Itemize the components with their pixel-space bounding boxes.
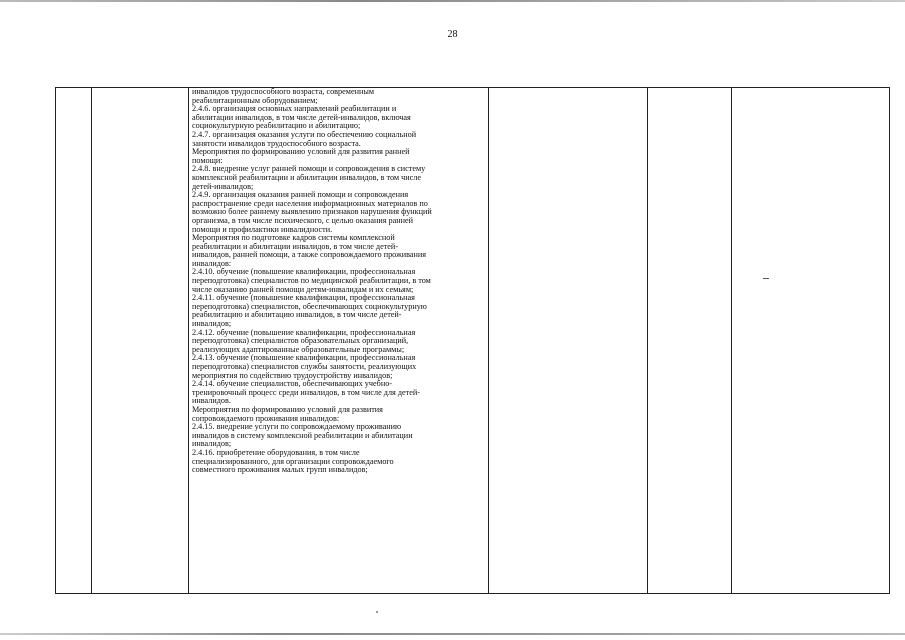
text-line: 2.4.11. обучение (повышение квалификации, профессиональная — [192, 293, 415, 303]
scan-edge-bottom — [0, 633, 905, 635]
cell-empty-5 — [648, 88, 732, 594]
text-line: 2.4.8. внедрение услуг ранней помощи и сопровождения в систему — [192, 164, 426, 174]
text-line: переподготовка) специалистов по медицинской реабилитации, в том — [192, 276, 431, 286]
text-line: 2.4.14. обучение специалистов, обеспечивающих учебно- — [192, 379, 393, 389]
text-line: инвалидов. — [192, 396, 231, 406]
text-line: помощи и профилактики инвалидности. — [192, 224, 333, 234]
cell-number — [56, 88, 92, 594]
text-line: занятости инвалидов трудоспособного возраста. — [192, 138, 361, 148]
text-line: числе оказанию ранней помощи детям-инвалидам и их семьям; — [192, 284, 414, 294]
page-number: 28 — [447, 29, 458, 40]
text-line: реализующих адаптированные образовательные программы; — [192, 344, 405, 354]
table-row — [56, 88, 890, 594]
document-table — [55, 87, 890, 594]
text-line: детей-инвалидов; — [192, 181, 254, 191]
text-line: Мероприятия по формированию условий для развития — [192, 404, 383, 414]
text-line: комплексной реабилитации и абилитации инвалидов, в том числе — [192, 172, 421, 182]
text-line: 2.4.6. организация основных направлений реабилитации и — [192, 104, 397, 114]
text-line: совместного проживания малых групп инвалидов; — [192, 465, 368, 475]
cell-empty-4 — [489, 88, 648, 594]
text-line: возможно более раннему выявлению признаков нарушения функций — [192, 207, 432, 217]
text-line: 2.4.12. обучение (повышение квалификации, профессиональная — [192, 327, 416, 337]
text-line: инвалидов; — [192, 439, 232, 449]
stray-mark — [763, 278, 769, 279]
text-line: реабилитационным оборудованием; — [192, 95, 318, 105]
text-line: инвалидов, ранней помощи, а также сопровождаемого проживания — [192, 250, 427, 260]
cell-measures — [189, 88, 489, 594]
scan-edge-top — [0, 0, 905, 2]
text-line: 2.4.10. обучение (повышение квалификации, профессиональная — [192, 267, 416, 277]
text-line: инвалидов; — [192, 319, 232, 329]
text-line: распространение среди населения информационных материалов по — [192, 198, 428, 208]
text-line: мероприятия по содействию трудоустройству инвалидов; — [192, 370, 393, 380]
text-line: 2.4.9. организация оказания ранней помощи и сопровождения — [192, 190, 409, 200]
text-line: организма, в том числе психического, с целью оказания ранней — [192, 215, 414, 225]
text-line: реабилитацию и абилитацию инвалидов, в том числе детей- — [192, 310, 402, 320]
text-line: переподготовка) специалистов службы занятости, реализующих — [192, 362, 417, 371]
text-line: 2.4.15. внедрение услуги по сопровождаемому проживанию — [192, 422, 402, 432]
text-line: 2.4.7. организация оказания услуги по обеспечению социальной — [192, 129, 417, 139]
text-line: сопровождаемого проживания инвалидов: — [192, 413, 340, 423]
text-line: 2.4.13. обучение (повышение квалификации, профессиональная — [192, 353, 416, 363]
cell-name — [92, 88, 189, 594]
text-line: абилитации инвалидов, в том числе детей-инвалидов, включая — [192, 112, 411, 122]
text-line: помощи: — [192, 155, 223, 165]
text-line: переподготовка) специалистов, обеспечивающих социокультурную — [192, 301, 427, 311]
text-line: инвалидов: — [192, 258, 232, 268]
text-line: специализированного, для организации сопровождаемого — [192, 456, 394, 466]
text-line: инвалидов трудоспособного возраста, современным — [192, 87, 375, 96]
text-line: инвалидов в систему комплексной реабилитации и абилитации — [192, 430, 413, 440]
text-line: Мероприятия по подготовке кадров системы комплексной — [192, 233, 395, 243]
text-line: Мероприятия по формированию условий для развития ранней — [192, 147, 410, 157]
text-line: тренировочный процесс среди инвалидов, в том числе для детей- — [192, 387, 420, 397]
text-line: 2.4.16. приобретение оборудования, в том числе — [192, 447, 360, 457]
scan-speck — [376, 611, 378, 613]
text-line: реабилитации и абилитации инвалидов, в том числе детей- — [192, 241, 399, 251]
cell-empty-6 — [732, 88, 890, 594]
text-line: переподготовка) специалистов образовательных организаций, — [192, 336, 409, 346]
text-line: социокультурную реабилитацию и абилитацию; — [192, 121, 361, 131]
